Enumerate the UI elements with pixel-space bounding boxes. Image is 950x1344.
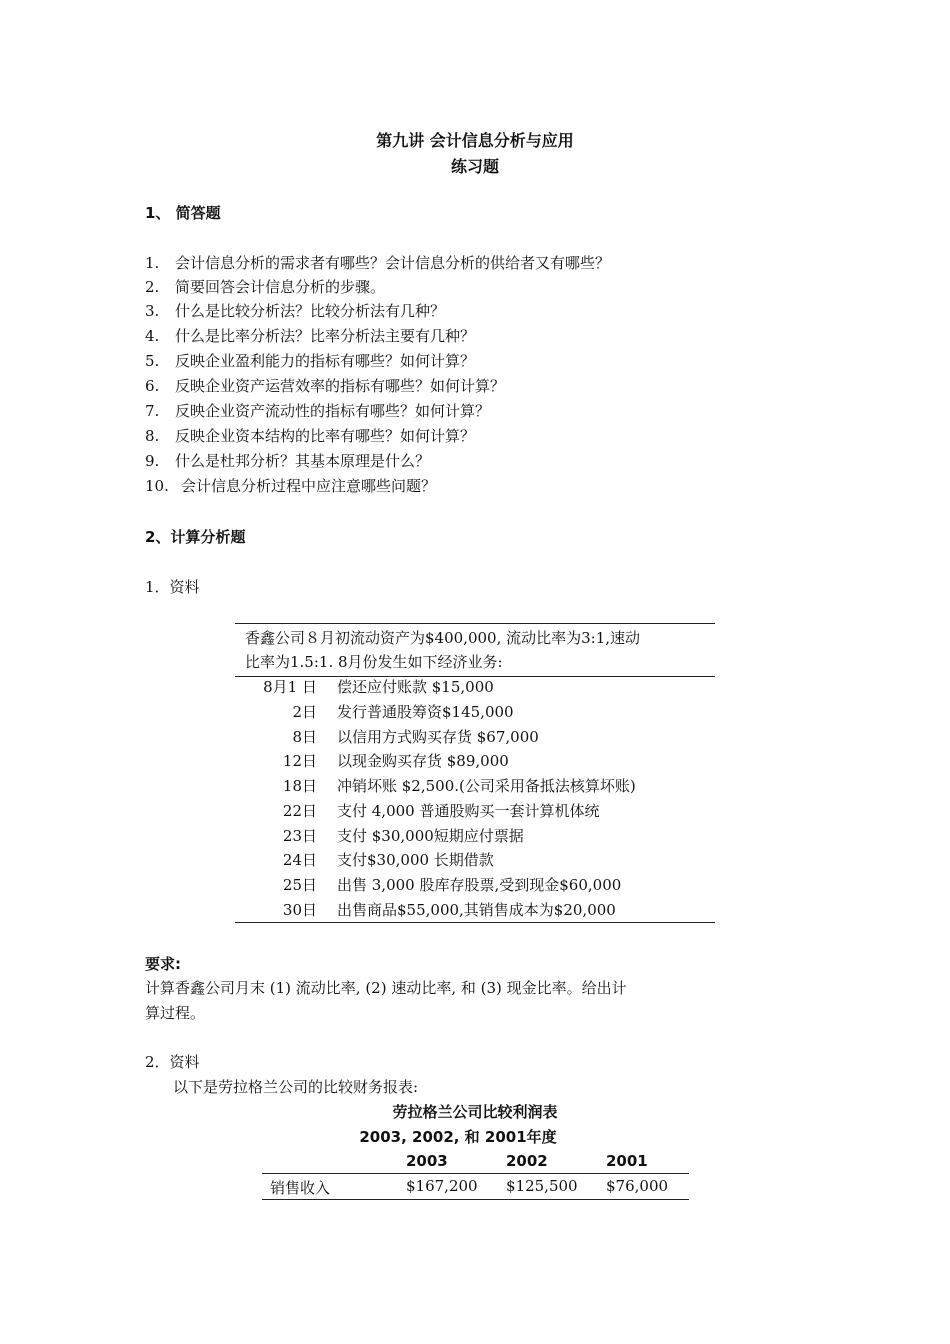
question-number: 8. — [145, 427, 160, 445]
question-item — [145, 399, 490, 423]
requirement-line-2: 算过程。 — [145, 1004, 206, 1022]
question-item — [145, 275, 385, 299]
column-header: 2003 — [406, 1152, 448, 1170]
transaction-row — [235, 824, 715, 849]
income-table-title: 劳拉格兰公司比较利润表 — [392, 1103, 558, 1121]
question-text: 简要回答会计信息分析的步骤。 — [175, 278, 386, 296]
transaction-row — [235, 700, 715, 725]
table-cell: $125,500 — [506, 1177, 578, 1195]
question-item — [145, 299, 445, 323]
column-header: 2002 — [506, 1152, 548, 1170]
question-text: 会计信息分析过程中应注意哪些问题？ — [181, 477, 437, 495]
section1-heading: 1、 简答题 — [145, 204, 221, 222]
question-text: 反映企业资产运营效率的指标有哪些？如何计算？ — [175, 377, 506, 395]
question-item — [145, 349, 475, 373]
transaction-date: 25日 — [282, 876, 317, 894]
transaction-date: 30日 — [282, 901, 317, 919]
page-subtitle: 练习题 — [450, 157, 499, 176]
question-number: 4. — [145, 327, 160, 345]
transaction-text: 出售 3,000 股库存股票,受到现金$60,000 — [337, 876, 622, 894]
table-cell: $76,000 — [606, 1177, 669, 1195]
table-top-rule — [235, 623, 715, 624]
transaction-text: 偿还应付账款 $15,000 — [337, 678, 494, 696]
transaction-date: 8日 — [292, 728, 317, 746]
transaction-row — [235, 675, 715, 700]
question-number: 9. — [145, 452, 160, 470]
transaction-text: 支付 4,000 普通股购买一套计算机体统 — [337, 802, 600, 820]
transaction-row — [235, 799, 715, 824]
transaction-text: 发行普通股筹资$145,000 — [337, 703, 514, 721]
question-item — [145, 474, 436, 498]
question-item — [145, 324, 475, 348]
question-text: 反映企业资本结构的比率有哪些？如何计算？ — [175, 427, 476, 445]
question-number: 1. — [145, 254, 160, 272]
transaction-row — [235, 749, 715, 774]
item2-intro: 以下是劳拉格兰公司的比较财务报表: — [173, 1078, 419, 1096]
question-number: 7. — [145, 402, 160, 420]
question-number: 10. — [145, 477, 169, 495]
requirement-line-1: 计算香鑫公司月末 (1) 流动比率, (2) 速动比率, 和 (3) 现金比率。给出计 — [145, 979, 627, 997]
transaction-text: 以现金购买存货 $89,000 — [337, 752, 509, 770]
question-item — [145, 374, 505, 398]
transaction-date: 18日 — [282, 777, 317, 795]
transaction-text: 冲销坏账 $2,500.(公司采用备抵法核算坏账) — [337, 777, 636, 795]
question-item — [145, 424, 475, 448]
transaction-date: 22日 — [282, 802, 317, 820]
transaction-date: 24日 — [282, 851, 317, 869]
item2-label: 2．资料 — [145, 1053, 200, 1071]
question-number: 6. — [145, 377, 160, 395]
transaction-date: 23日 — [282, 827, 317, 845]
transaction-row — [235, 848, 715, 873]
column-header: 2001 — [606, 1152, 648, 1170]
table-cell: $167,200 — [406, 1177, 478, 1195]
transaction-row — [235, 774, 715, 799]
transaction-text: 支付 $30,000短期应付票据 — [337, 827, 524, 845]
table-header-rule — [262, 1173, 689, 1174]
question-text: 会计信息分析的需求者有哪些？会计信息分析的供给者又有哪些？ — [175, 254, 611, 272]
question-text: 什么是杜邦分析？其基本原理是什么？ — [175, 452, 431, 470]
transaction-row — [235, 898, 715, 923]
intro-line-2: 比率为1.5:1. 8月份发生如下经济业务: — [245, 653, 503, 671]
transaction-text: 以信用方式购买存货 $67,000 — [337, 728, 539, 746]
question-text: 什么是比率分析法？比率分析法主要有几种？ — [175, 327, 476, 345]
requirement-heading: 要求: — [145, 955, 181, 973]
transaction-date: 12日 — [282, 752, 317, 770]
transaction-text: 支付$30,000 长期借款 — [337, 851, 494, 869]
transaction-date: 8月1 日 — [263, 678, 317, 696]
question-text: 什么是比较分析法？比较分析法有几种？ — [175, 302, 446, 320]
page-title: 第九讲 会计信息分析与应用 — [376, 131, 574, 150]
table-bottom-rule — [235, 922, 715, 923]
transaction-row — [235, 725, 715, 750]
question-text: 反映企业资产流动性的指标有哪些？如何计算？ — [175, 402, 491, 420]
item1-label: 1．资料 — [145, 578, 200, 596]
income-table-subtitle: 2003, 2002, 和 2001年度 — [359, 1128, 557, 1146]
transaction-date: 2日 — [292, 703, 317, 721]
question-number: 5. — [145, 352, 160, 370]
question-text: 反映企业盈利能力的指标有哪些？如何计算？ — [175, 352, 476, 370]
income-table — [262, 1150, 689, 1202]
question-number: 2. — [145, 278, 160, 296]
question-item — [145, 251, 610, 275]
table-bottom-rule — [262, 1199, 689, 1200]
transaction-row — [235, 873, 715, 898]
section2-heading: 2、计算分析题 — [145, 528, 246, 546]
transaction-text: 出售商品$55,000,其销售成本为$20,000 — [337, 901, 616, 919]
row-label: 销售收入 — [270, 1179, 331, 1197]
question-item — [145, 449, 430, 473]
question-number: 3. — [145, 302, 160, 320]
intro-line-1: 香鑫公司８月初流动资产为$400,000, 流动比率为3:1,速动 — [245, 629, 641, 647]
